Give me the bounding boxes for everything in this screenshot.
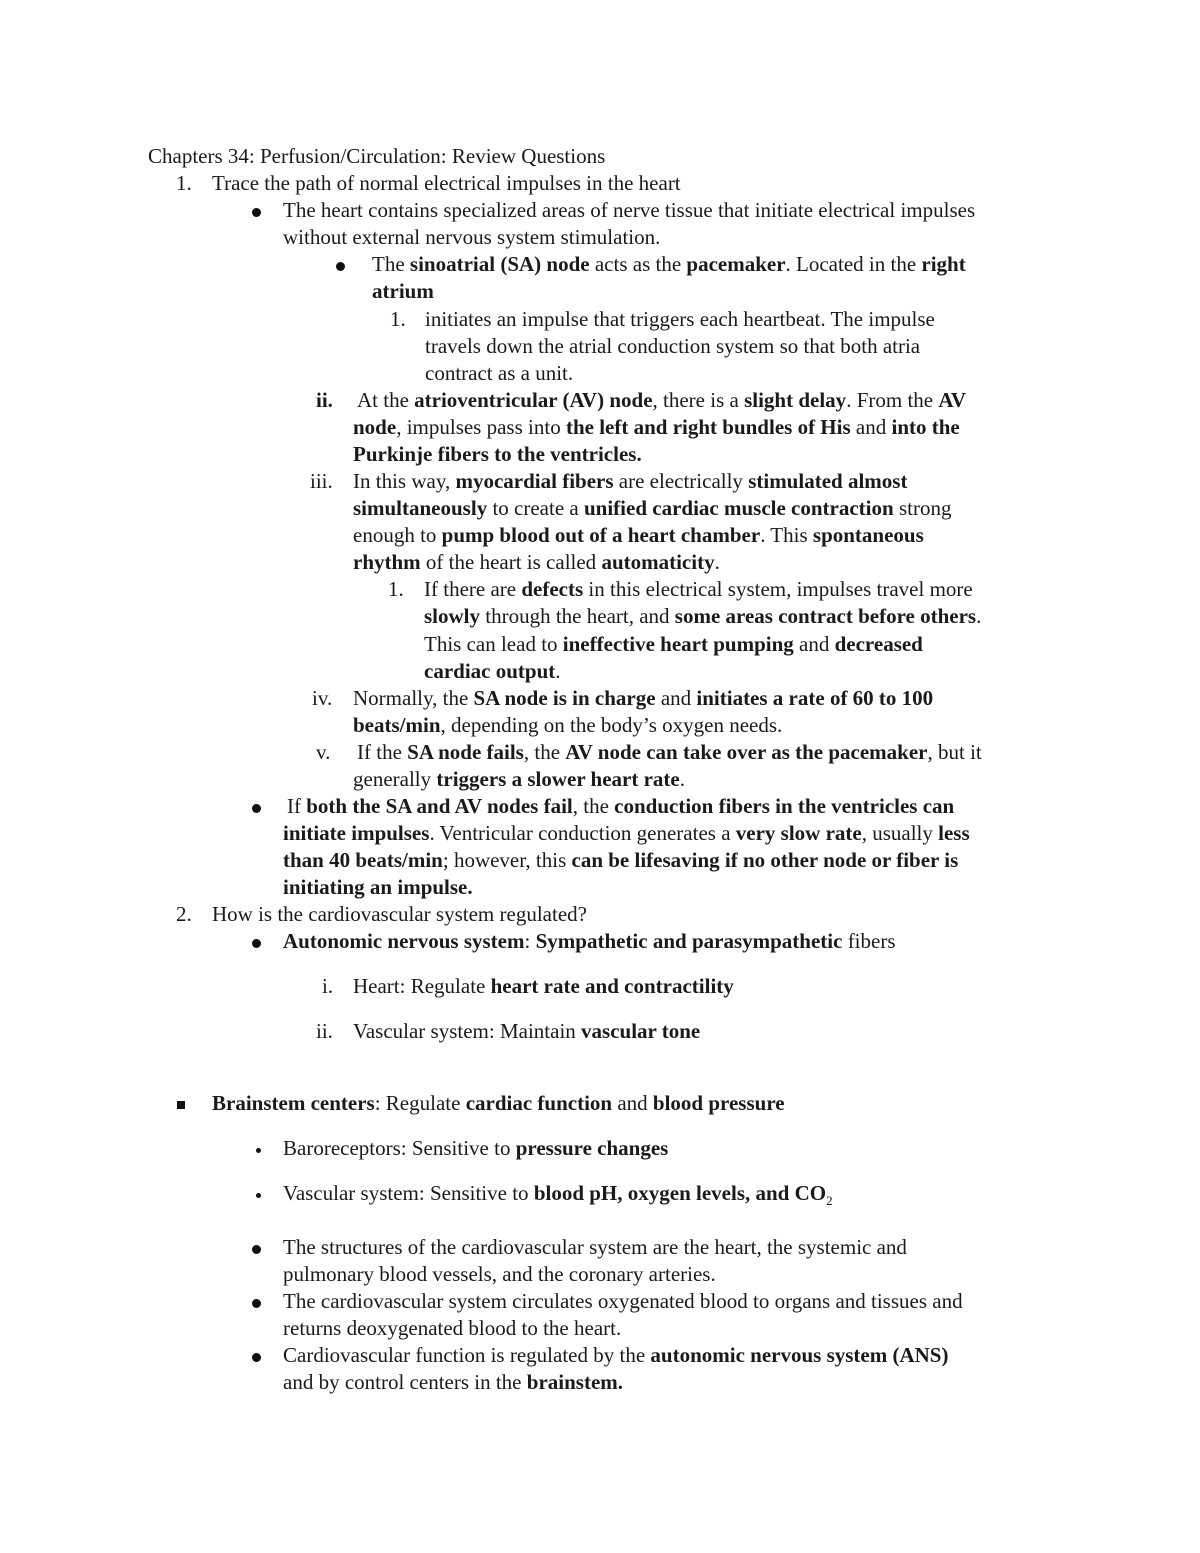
question-text: Trace the path of normal electrical impulses in the heart (212, 171, 681, 195)
paragraph-line: atrium (372, 279, 434, 303)
paragraph-line: Autonomic nervous system: Sympathetic and parasympathetic fibers (283, 929, 896, 953)
paragraph-line: contract as a unit. (425, 361, 574, 385)
paragraph-line: Vascular system: Maintain vascular tone (353, 1019, 701, 1043)
small-bullet-icon (256, 1135, 261, 1162)
paragraph-line: This can lead to ineffective heart pumping and decreased (424, 632, 923, 656)
list-number: 1. (388, 577, 404, 601)
paragraph-line: initiating an impulse. (283, 875, 473, 899)
paragraph-line: rhythm of the heart is called automaticity. (353, 550, 720, 574)
paragraph-line: beats/min, depending on the body’s oxygen needs. (353, 713, 783, 737)
paragraph-line: The structures of the cardiovascular system are the heart, the systemic and (283, 1235, 907, 1259)
document-title: Chapters 34: Perfusion/Circulation: Review Questions (148, 144, 606, 168)
paragraph-line: Baroreceptors: Sensitive to pressure changes (283, 1136, 669, 1160)
paragraph-line: Cardiovascular function is regulated by the autonomic nervous system (ANS) (283, 1343, 949, 1367)
paragraph-line: initiates an impulse that triggers each heartbeat. The impulse (425, 307, 935, 331)
bullet-icon (252, 928, 261, 955)
paragraph-line: The heart contains specialized areas of nerve tissue that initiate electrical impulses (283, 198, 976, 222)
question-number: 1. (176, 171, 192, 195)
paragraph-line: node, impulses pass into the left and right bundles of His and into the (353, 415, 960, 439)
bullet-icon (252, 197, 261, 224)
paragraph-line: and by control centers in the brainstem. (283, 1370, 624, 1394)
paragraph-line: If there are defects in this electrical system, impulses travel more (424, 577, 973, 601)
roman-numeral: iv. (312, 686, 333, 710)
paragraph-line: If both the SA and AV nodes fail, the conduction fibers in the ventricles can (287, 794, 955, 818)
paragraph-line: pulmonary blood vessels, and the coronary arteries. (283, 1262, 716, 1286)
paragraph-line: without external nervous system stimulation. (283, 225, 661, 249)
paragraph-line: The sinoatrial (SA) node acts as the pacemaker. Located in the right (372, 252, 966, 276)
question-text: How is the cardiovascular system regulated? (212, 902, 587, 926)
list-number: 1. (390, 307, 406, 331)
paragraph-line: Purkinje fibers to the ventricles. (353, 442, 642, 466)
paragraph-line: If the SA node fails, the AV node can take over as the pacemaker, but it (357, 740, 982, 764)
bullet-icon (336, 251, 345, 278)
paragraph-line: The cardiovascular system circulates oxygenated blood to organs and tissues and (283, 1289, 963, 1313)
square-bullet-icon (177, 1090, 185, 1117)
paragraph-line: initiate impulses. Ventricular conduction generates a very slow rate, usually less (283, 821, 970, 845)
bullet-icon (252, 1234, 261, 1261)
paragraph-line: simultaneously to create a unified cardiac muscle contraction strong (353, 496, 952, 520)
bullet-icon (252, 793, 261, 820)
paragraph-line: At the atrioventricular (AV) node, there is a slight delay. From the AV (357, 388, 966, 412)
paragraph-line: Vascular system: Sensitive to blood pH, oxygen levels, and $CO_2$ (283, 1181, 833, 1209)
paragraph-line: enough to pump blood out of a heart chamber. This spontaneous (353, 523, 924, 547)
paragraph-line: slowly through the heart, and some areas contract before others. (424, 604, 982, 628)
bullet-icon (252, 1288, 261, 1315)
paragraph-line: than 40 beats/min; however, this can be lifesaving if no other node or fiber is (283, 848, 959, 872)
paragraph-line: generally triggers a slower heart rate. (353, 767, 685, 791)
roman-numeral: iii. (310, 469, 333, 493)
roman-numeral: ii. (316, 1019, 333, 1043)
bullet-icon (252, 1342, 261, 1369)
roman-numeral: ii. (316, 388, 333, 412)
paragraph-line: cardiac output. (424, 659, 561, 683)
paragraph-line: travels down the atrial conduction system so that both atria (425, 334, 921, 358)
paragraph-line: Brainstem centers: Regulate cardiac function and blood pressure (212, 1091, 785, 1115)
paragraph-line: returns deoxygenated blood to the heart. (283, 1316, 622, 1340)
roman-numeral: i. (322, 974, 334, 998)
question-number: 2. (176, 902, 192, 926)
paragraph-line: Heart: Regulate heart rate and contractility (353, 974, 734, 998)
paragraph-line: Normally, the SA node is in charge and initiates a rate of 60 to 100 (353, 686, 934, 710)
roman-numeral: v. (316, 740, 331, 764)
small-bullet-icon (256, 1180, 261, 1207)
paragraph-line: In this way, myocardial fibers are electrically stimulated almost (353, 469, 908, 493)
